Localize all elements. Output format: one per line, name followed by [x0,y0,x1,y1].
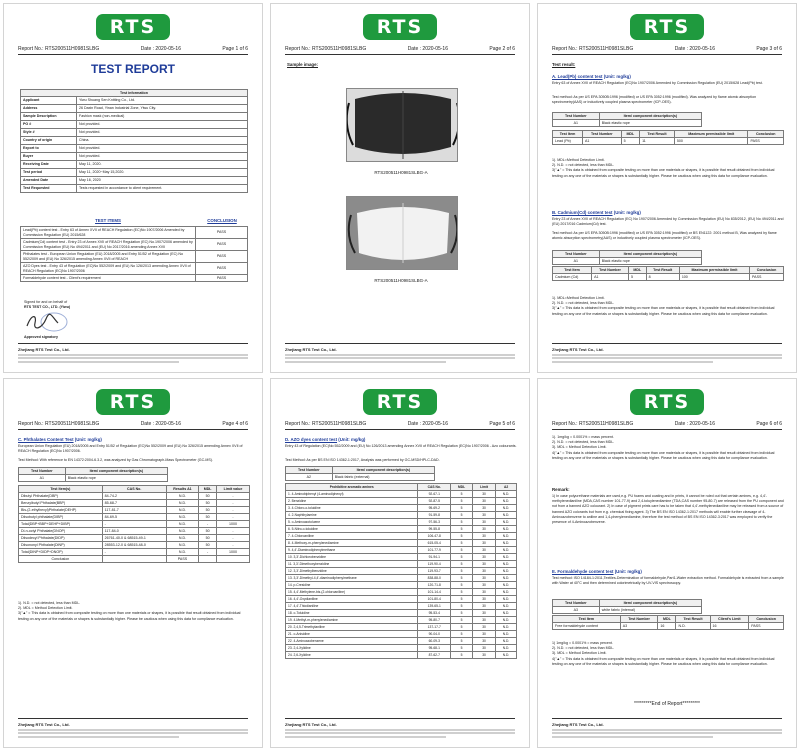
report-date: Date : 2020-05-16 [407,46,448,52]
test-result-heading: Test result: [552,62,576,67]
table-row: 6. 5-Nitro-o-toluidine 99-55-8 5 30 N.D. [286,526,517,533]
remark-heading: Remark: [552,487,570,492]
table-row: Test period May 11, 2020~May 15,2020. [21,169,248,177]
table-row: 24. 2,6-Xylidine 87-62-7 5 30 N.D. [286,652,517,659]
table-row: Phthalates test - European Union Regulation (EU) 2018/2005 and Entry 51/52 of Regulation (EC) No 552/2009 and (EU) No 326/2015 amending Annex XVII of REACH PASS [21,251,248,263]
table-row: Style # Not provided. [21,129,248,137]
test-information-table [20,89,248,193]
rts-logo: RTS [96,389,170,415]
table-row: 20. 2,4,5-Trimethylaniline 137-17-7 5 30 N.D. [286,624,517,631]
phthalates-sample-table: Test Number Item/ component description(s) A1 Black elastic rope [18,467,168,482]
test-items-heading-row [20,218,248,223]
report-page-6 [537,378,797,748]
table-row: Sample Description Fashion mask (non-medical) [21,113,248,121]
table-row: 22. 4-Aminoazobenzene 60-09-3 5 30 N.D. [286,638,517,645]
table-row: Dibutyl Phthalate(DBP) 84-74-2 N.D. 50 - [19,493,250,500]
table-row: Bis-(2-ethylhexyl)Phthalate(DEHP) 117-81-7 N.D. 50 - [19,507,250,514]
table-row: AZO Dyes test - Entry 43 of Regulation (EC)No 552/2009 and (EU) No 126/2013 amending Annex XVII of REACH Regulation (EC)No 1907/2006 PASS [21,263,248,275]
page-header [552,421,782,430]
test-items-heading: TEST ITEMS [95,218,121,223]
page-header [552,46,782,55]
page-label: Page 1 of 6 [222,46,248,52]
phthalates-notes: 1). N.D. = not detected, less than MDL. 2). MDL = Method Detection Limit. 3)"▲" = This data is obtained from composite testing on more than one materials or shapes, it is possible that result obtained from individual testing on any one of the materials or shapes is substantially higher. Please be cautious when using this data for compliance evaluation. [18,601,241,621]
report-date: Date : 2020-05-16 [140,421,181,427]
table-row: Diisononyl Phthalate(DINP) 28553-12-0 & 68515-48-0 N.D. 50 - [19,542,250,549]
table-row: A1 Black elastic rope [553,258,702,265]
table-row: Amended Date May 16, 2020 [21,177,248,185]
table-row: Conclusion PASS [19,556,250,563]
table-row: A1 Black elastic rope [19,475,168,482]
table-row: 11. 3,3'-Dimethoxybenzidine 119-90-4 5 30 N.D. [286,561,517,568]
azo-notes: 1). 1mg/kg = 0.0001% = mass percent. 2). N.D. = not detected, less than MDL. 3). MDL = Method Detection Limit. 4)"▲" = This data is obtained from composite testing on more than one materials or shapes, it is possible that result obtained from individual testing on any one of the materials or shapes is substantially higher. Please be cautious when using this data for compliance evaluation. [552,435,775,460]
page-header [285,421,515,430]
phthalates-test-method: Test Method: With reference to EN 14372:2004-6.3.2, was analyzed by Gas Chromatograph-Mass Spectrometer (GC-MS). [18,458,213,462]
table-row: 7. 4-Chloroaniline 106-47-8 5 30 N.D. [286,533,517,540]
rts-logo: RTS [363,14,437,40]
phthalates-section-title: C. Phthalates Content Test (Unit: mg/kg) [18,437,102,442]
page-header [285,46,515,55]
lead-sample-table: Test Number Item/ component description(s) A1 Black elastic rope [552,112,702,127]
lead-section-title: A. Lead(Pb) content test (Unit: mg/kg) [552,74,631,79]
page-footer: Zhejiang RTS Test Co., Ltd. [18,718,248,739]
cadmium-result-table: Test Item Test Number MDL Test Result Maximum permissible limit Conclusion Cadmium (Cd) A1 5 8 100 PASS [552,266,784,281]
table-row: 2. Benzidine 92-87-5 5 30 N.D. [286,498,517,505]
table-row: A2 Black fabric (external) [286,474,435,481]
report-number: Report No.: RTS200511H0981SLBG [552,421,634,427]
table-row: Diisobutyl phthalate(DIBP) 84-69-5 N.D. 50 - [19,514,250,521]
table-row: PO # Not provided. [21,121,248,129]
report-page-2 [270,3,530,373]
page-header [18,421,248,430]
table-row: Benzylbutyl Phthalate(BBP) 85-68-7 N.D. 50 - [19,500,250,507]
table-heading: Test information [21,90,248,97]
sample-photo-white-mask [346,196,458,270]
test-items-table [20,226,248,282]
table-row: Buyer Not provided. [21,153,248,161]
table-row: Total(DINP+DIDP+DNOP) - N.D. - 1000 [19,549,250,556]
table-row: 1. 4-Aminobiphenyl (4-aminodiphenyl) 92-67-1 5 30 N.D. [286,491,517,498]
cadmium-description: Entry 23 of Annex XVII of REACH Regulation (EC) No 1907/2006 Amended by Commission Regulation (EU) No 835/2012, (EU) No 494/2011 and (EU) 2017/016 Cadmium(Cd) test. [552,217,784,227]
report-page-3 [537,3,797,373]
signature-stamp [24,311,70,333]
formaldehyde-section-title: E. Formaldehyde content test (Unit: mg/kg) [552,569,642,574]
phthalates-description: European Union Regulation (EU) 2018/2005 and Entry 51/52 of Regulation (EC)No 552/2009 and (EU) No 326/2015 amending Annex XVII of REACH Regulation (EC)No 1907/2006. [18,444,243,454]
phthalates-result-table: Test Item(s) CAS No. Results A1 MDL Limit value Dibutyl Phthalate(DBP) 84-74-2 N.D. 50 - Benzylbutyl Phthalate(BBP) 85-68-7 N.D. 50 - Bis-(2-ethylhexyl)Phthalate(DEHP) 117-81-7 N.D. 50 - Diisobutyl phthalate(DIBP) 84-69-5 N.D. 50 - Total(DBP+BBP+DEHP+DIBP) - N.D. - 1000 Di-n-octyl Phthalate(DNOP) 117-84-0 N.D. 50 - Diisodecyl Phthalate(DIDP) 26761-40-0 & 68515-49-1 N.D. 50 - Diisononyl Phthalate(DINP) 28553-12-0 & 68515-48-0 N.D. 50 - Total(DINP+DIDP+DNOP) - N.D. - 1000 Conclusion PASS [18,485,250,563]
table-row: Country of origin China. [21,137,248,145]
cadmium-section-title: B. Cadmium(Cd) content test (Unit: mg/kg) [552,210,641,215]
lead-notes: 1). MDL=Method Detection Limit. 2). N.D. = not detected, less than MDL. 3)"▲" = This data is obtained from composite testing on more than one materials or shapes, it is possible that result obtained from individual testing on any one of the materials or shapes is substantially higher. Please be cautious when using this data for compliance evaluation. [552,158,775,178]
table-row: Lead (Pb) A1 5 11 500 PASS [553,138,784,145]
table-row: 16. 4,4'-Oxydianiline 101-80-4 5 30 N.D. [286,596,517,603]
formaldehyde-sample-table: Test Number Item/ component description(s) A3 white fabric (internal) [552,599,702,614]
table-row: Di-n-octyl Phthalate(DNOP) 117-84-0 N.D. 50 - [19,528,250,535]
report-page-1 [3,3,263,373]
azo-sample-table: Test Number Item/ component description(s) A2 Black fabric (external) [285,466,435,481]
rts-logo: RTS [630,389,704,415]
table-row: Receiving Date May 11, 2020. [21,161,248,169]
report-date: Date : 2020-05-16 [140,46,181,52]
report-number: Report No.: RTS200511H0981SLBG [18,46,100,52]
table-row: 19. 4-Methyl-m-phenylenediamine 95-80-7 5 30 N.D. [286,617,517,624]
report-date: Date : 2020-05-16 [407,421,448,427]
formaldehyde-test-method: Test method: ISO 14184-1:2011,Textiles-Determination of formaldehyde,Part1-Water extraction method. Formaldehyde is extracted from a sample with Water at 40°C and then determined colorimetrically by UV-VIS spectroscopy. [552,576,784,586]
report-date: Date : 2020-05-16 [674,421,715,427]
table-row: 5. o-Aminoazotoluene 97-56-3 5 30 N.D. [286,519,517,526]
table-row: Test Requested Tests requested in accordance to client requirement. [21,185,248,193]
table-row: 4. 2-Naphthylamine 91-59-8 5 30 N.D. [286,512,517,519]
lead-test-method: Test method: As per US EPA 3050B:1996 (modified) or US EPA 3052:1996 (modified). Was analyzed by flame atomic absorption spectrometry(AAS) or inductively coupled plasma spectrometer (ICP-OES). [552,95,757,105]
table-row: 13. 3,3'-Dimethyl-4,4'-diaminodiphenylmethane 838-88-0 5 30 N.D. [286,575,517,582]
page-label: Page 3 of 6 [756,46,782,52]
formaldehyde-result-table: Test Item Test Number MDL Test Result Client's Limit Conclusion Free formaldehyde content A3 16 N.D. 16 PASS [552,615,784,630]
report-number: Report No.: RTS200511H0981SLBG [285,421,367,427]
conclusion-heading: CONCLUSION [207,218,237,223]
formaldehyde-notes: 1) 1mg/kg = 0.0001% = mass percent. 2). N.D. = not detected, less than MDL. 3). MDL = Method Detection Limit. 4)"▲" = This data is obtained from composite testing on more than one materials or shapes, it is possible that result obtained from individual testing on any one of the materials or shapes is substantially higher. Please be cautious when using this data for compliance evaluation. [552,641,775,666]
sample-photo-black-mask [346,88,458,162]
table-row: Free formaldehyde content A3 16 N.D. 16 PASS [553,623,784,630]
end-of-report: *********End of Report********* [634,701,700,707]
page-footer: Zhejiang RTS Test Co., Ltd. [552,718,782,739]
table-row: Cadmium(Cd) content test - Entry 23 of Annex XVII of REACH Regulation (EC) No.1907/2006 amended by Commission Regulation (EU) No 494/2011 and (EU) No 2017/2016 amending Annex XVII PASS [21,239,248,251]
table-row: 17. 4,4'-Thiodianiline 139-65-1 5 30 N.D. [286,603,517,610]
page-footer: Zhejiang RTS Test Co., Ltd. [285,718,515,739]
cadmium-sample-table: Test Number Item/ component description(s) A1 Black elastic rope [552,250,702,265]
table-row: Cadmium (Cd) A1 5 8 100 PASS [553,274,784,281]
lead-result-table: Test Item Test Number MDL Test Result Maximum permissible limit Conclusion Lead (Pb) A1 5 11 500 PASS [552,130,784,145]
photo-caption: RTS200511H0981SLBG-A [374,278,428,283]
photo-caption: RTS200511H0981SLBG-A [374,170,428,175]
cadmium-test-method: Test method: As per US EPA 3050B:1996 (modified) or US EPA 3052:1996 (modified) or BS EN1122: 2001 method B, Was analyzed by flame atomic absorption spectrometry(AAS) or inductively coupled plasma spectrometer (ICP-OES). [552,231,777,241]
azo-result-table: Prohibitive aromatic amines CAS No. MDL Limit A2 1. 4-Aminobiphenyl (4-aminodiphenyl) 92-67-1 5 30 N.D. 2. Benzidine 92-87-5 5 30 N.D. 3. 4-Chloro-o-toluidine 95-69-2 5 30 N.D. 4. 2-Naphthylamine 91-59-8 5 30 N.D. 5. o-Aminoazotoluene 97-56-3 5 30 N.D. 6. 5-Nitro-o-toluidine 99-55-8 5 30 N.D. 7. 4-Chloroaniline 106-47-8 5 30 N.D. 8. 4-Methoxy-m-phenylenediamine 615-05-4 5 30 N.D. 9. 4,4'-Diaminodiphenylmethane 101-77-9 5 30 N.D. 10. 3,3'-Dichlorobenzidine 91-94-1 5 30 N.D. 11. 3,3'-Dimethoxybenzidine 119-90-4 5 30 N.D. 12. 3,3'-Dimethylbenzidine 119-93-7 5 30 N.D. 13. 3,3'-Dimethyl-4,4'-diaminodiphenylmethane 838-88-0 5 30 N.D. 14. p-Cresidine 120-71-8 5 30 N.D. 15. 4,4'-Methylene-bis-(2-chloroaniline) 101-14-4 5 30 N.D. 16. 4,4'-Oxydianiline 101-80-4 5 30 N.D. 17. 4,4'-Thiodianiline 139-65-1 5 30 N.D. 18. o-Toluidine 95-53-4 5 30 N.D. 19. 4-Methyl-m-phenylenediamine 95-80-7 5 30 N.D. 20. 2,4,5-Trimethylaniline 137-17-7 5 30 N.D. 21. o-Anisidine 90-04-0 5 30 N.D. 22. 4-Aminoazobenzene 60-09-3 5 30 N.D. 23. 2,4-Xylidine 95-68-1 5 30 N.D. 24. 2,6-Xylidine 87-62-7 5 30 N.D. [285,483,517,659]
report-page-4 [3,378,263,748]
report-title: TEST REPORT [90,62,175,76]
table-row: 12. 3,3'-Dimethylbenzidine 119-93-7 5 30 N.D. [286,568,517,575]
table-row: 9. 4,4'-Diaminodiphenylmethane 101-77-9 5 30 N.D. [286,547,517,554]
report-number: Report No.: RTS200511H0981SLBG [18,421,100,427]
table-row: Diisodecyl Phthalate(DIDP) 26761-40-0 & 68515-49-1 N.D. 50 - [19,535,250,542]
table-row: A1 Black elastic rope [553,120,702,127]
report-page-5 [270,378,530,748]
page-footer: Zhejiang RTS Test Co., Ltd. [18,343,248,364]
cadmium-notes: 1). MDL=Method Detection Limit. 2). N.D. = not detected, less than MDL. 3)"▲" = This data is obtained from composite testing on more than one materials or shapes, it is possible that result obtained from individual testing on any one of the materials or shapes is substantially higher. Please be cautious when using this data for compliance evaluation. [552,296,775,316]
table-row: Address 26 Daxin Road, Yinan Industrial Zone, Yiwu City. [21,105,248,113]
table-row: Formaldehyde content test - Client's requirement PASS [21,275,248,282]
page-label: Page 2 of 6 [489,46,515,52]
signature-block: Signed for and on behalf of RTS TEST CO., LTD. (Yiwu) Approved signatory [24,300,71,340]
table-row: 23. 2,4-Xylidine 95-68-1 5 30 N.D. [286,645,517,652]
table-row: 10. 3,3'-Dichlorobenzidine 91-94-1 5 30 N.D. [286,554,517,561]
report-date: Date : 2020-05-16 [674,46,715,52]
table-row: Applicant Yiwu Shuang Sen Knitting Co., Ltd. [21,97,248,105]
report-number: Report No.: RTS200511H0981SLBG [285,46,367,52]
table-row: 8. 4-Methoxy-m-phenylenediamine 615-05-4 5 30 N.D. [286,540,517,547]
azo-description: Entry 43 of Regulation (EC)No 552/2009 and (EU) No 126/2013 amending Annex XVII of REACH Regulation (EC)No 1907/2006 - Azo colourants. [285,444,517,448]
remark-text: 1) In case polyurethane materials are used,e.g. PU foams and coating and in prints, it cannot be ruled out that certain amines, e.g. 4,4'-methylenedianiline (MDA,CAS number 101-77-9) and 2,4-toluylenediamine (TDA,CAS number 95-80-7) are released from the PU component and not from a banned AZO colourant. 2) In case of pigment prints care has to be taken that 4,4'-methylenedianiline may be released from a source of banned AZO colorants but from e.g. chemical fixing agent. 3) The BS EN ISO 14362-1:2017 methods will enable further cleavage of 4-Aminoazobenzene to aniline and 1,4-phenylenediamine, therefore the test method of BS EN ISO 14362-3:2017 was employed to verify the presence of 4-Aminoazobenzene. [552,494,784,525]
table-row: 15. 4,4'-Methylene-bis-(2-chloroaniline) 101-14-4 5 30 N.D. [286,589,517,596]
table-row: Lead(Pb) content test - Entry 63 of Annex XVII of REACH Regulation (EC)No 1907/2006 Amended by Commission Regulation (EU) 2015/628 PASS [21,227,248,239]
page-footer: Zhejiang RTS Test Co., Ltd. [552,343,782,364]
table-row: 18. o-Toluidine 95-53-4 5 30 N.D. [286,610,517,617]
table-row: A3 white fabric (internal) [553,607,702,614]
azo-section-title: D. AZO dyes content test (Unit: mg/kg) [285,437,366,442]
page-label: Page 6 of 6 [756,421,782,427]
rts-logo: RTS [630,14,704,40]
rts-logo: RTS [96,14,170,40]
table-row: 3. 4-Chloro-o-toluidine 95-69-2 5 30 N.D. [286,505,517,512]
azo-test-method: Test Method: As per BS EN ISO 14362-1:2017, Analysis was performed by GC-MSD/HPLC-DAD. [285,458,440,462]
page-label: Page 4 of 6 [222,421,248,427]
lead-description: Entry 63 of Annex XVII of REACH Regulation (EC)No 1907/2006 Amended by Commission Regulation (EU) 2015/628 Lead(Pb) test. [552,81,763,85]
report-number: Report No.: RTS200511H0981SLBG [552,46,634,52]
table-row: 14. p-Cresidine 120-71-8 5 30 N.D. [286,582,517,589]
table-row: 21. o-Anisidine 90-04-0 5 30 N.D. [286,631,517,638]
page-footer: Zhejiang RTS Test Co., Ltd. [285,343,515,364]
table-row: Total(DBP+BBP+DEHP+DIBP) - N.D. - 1000 [19,521,250,528]
page-header [18,46,248,55]
sample-image-heading: Sample image: [287,62,318,67]
rts-logo: RTS [363,389,437,415]
table-row: Export to Not provided. [21,145,248,153]
page-label: Page 5 of 6 [489,421,515,427]
